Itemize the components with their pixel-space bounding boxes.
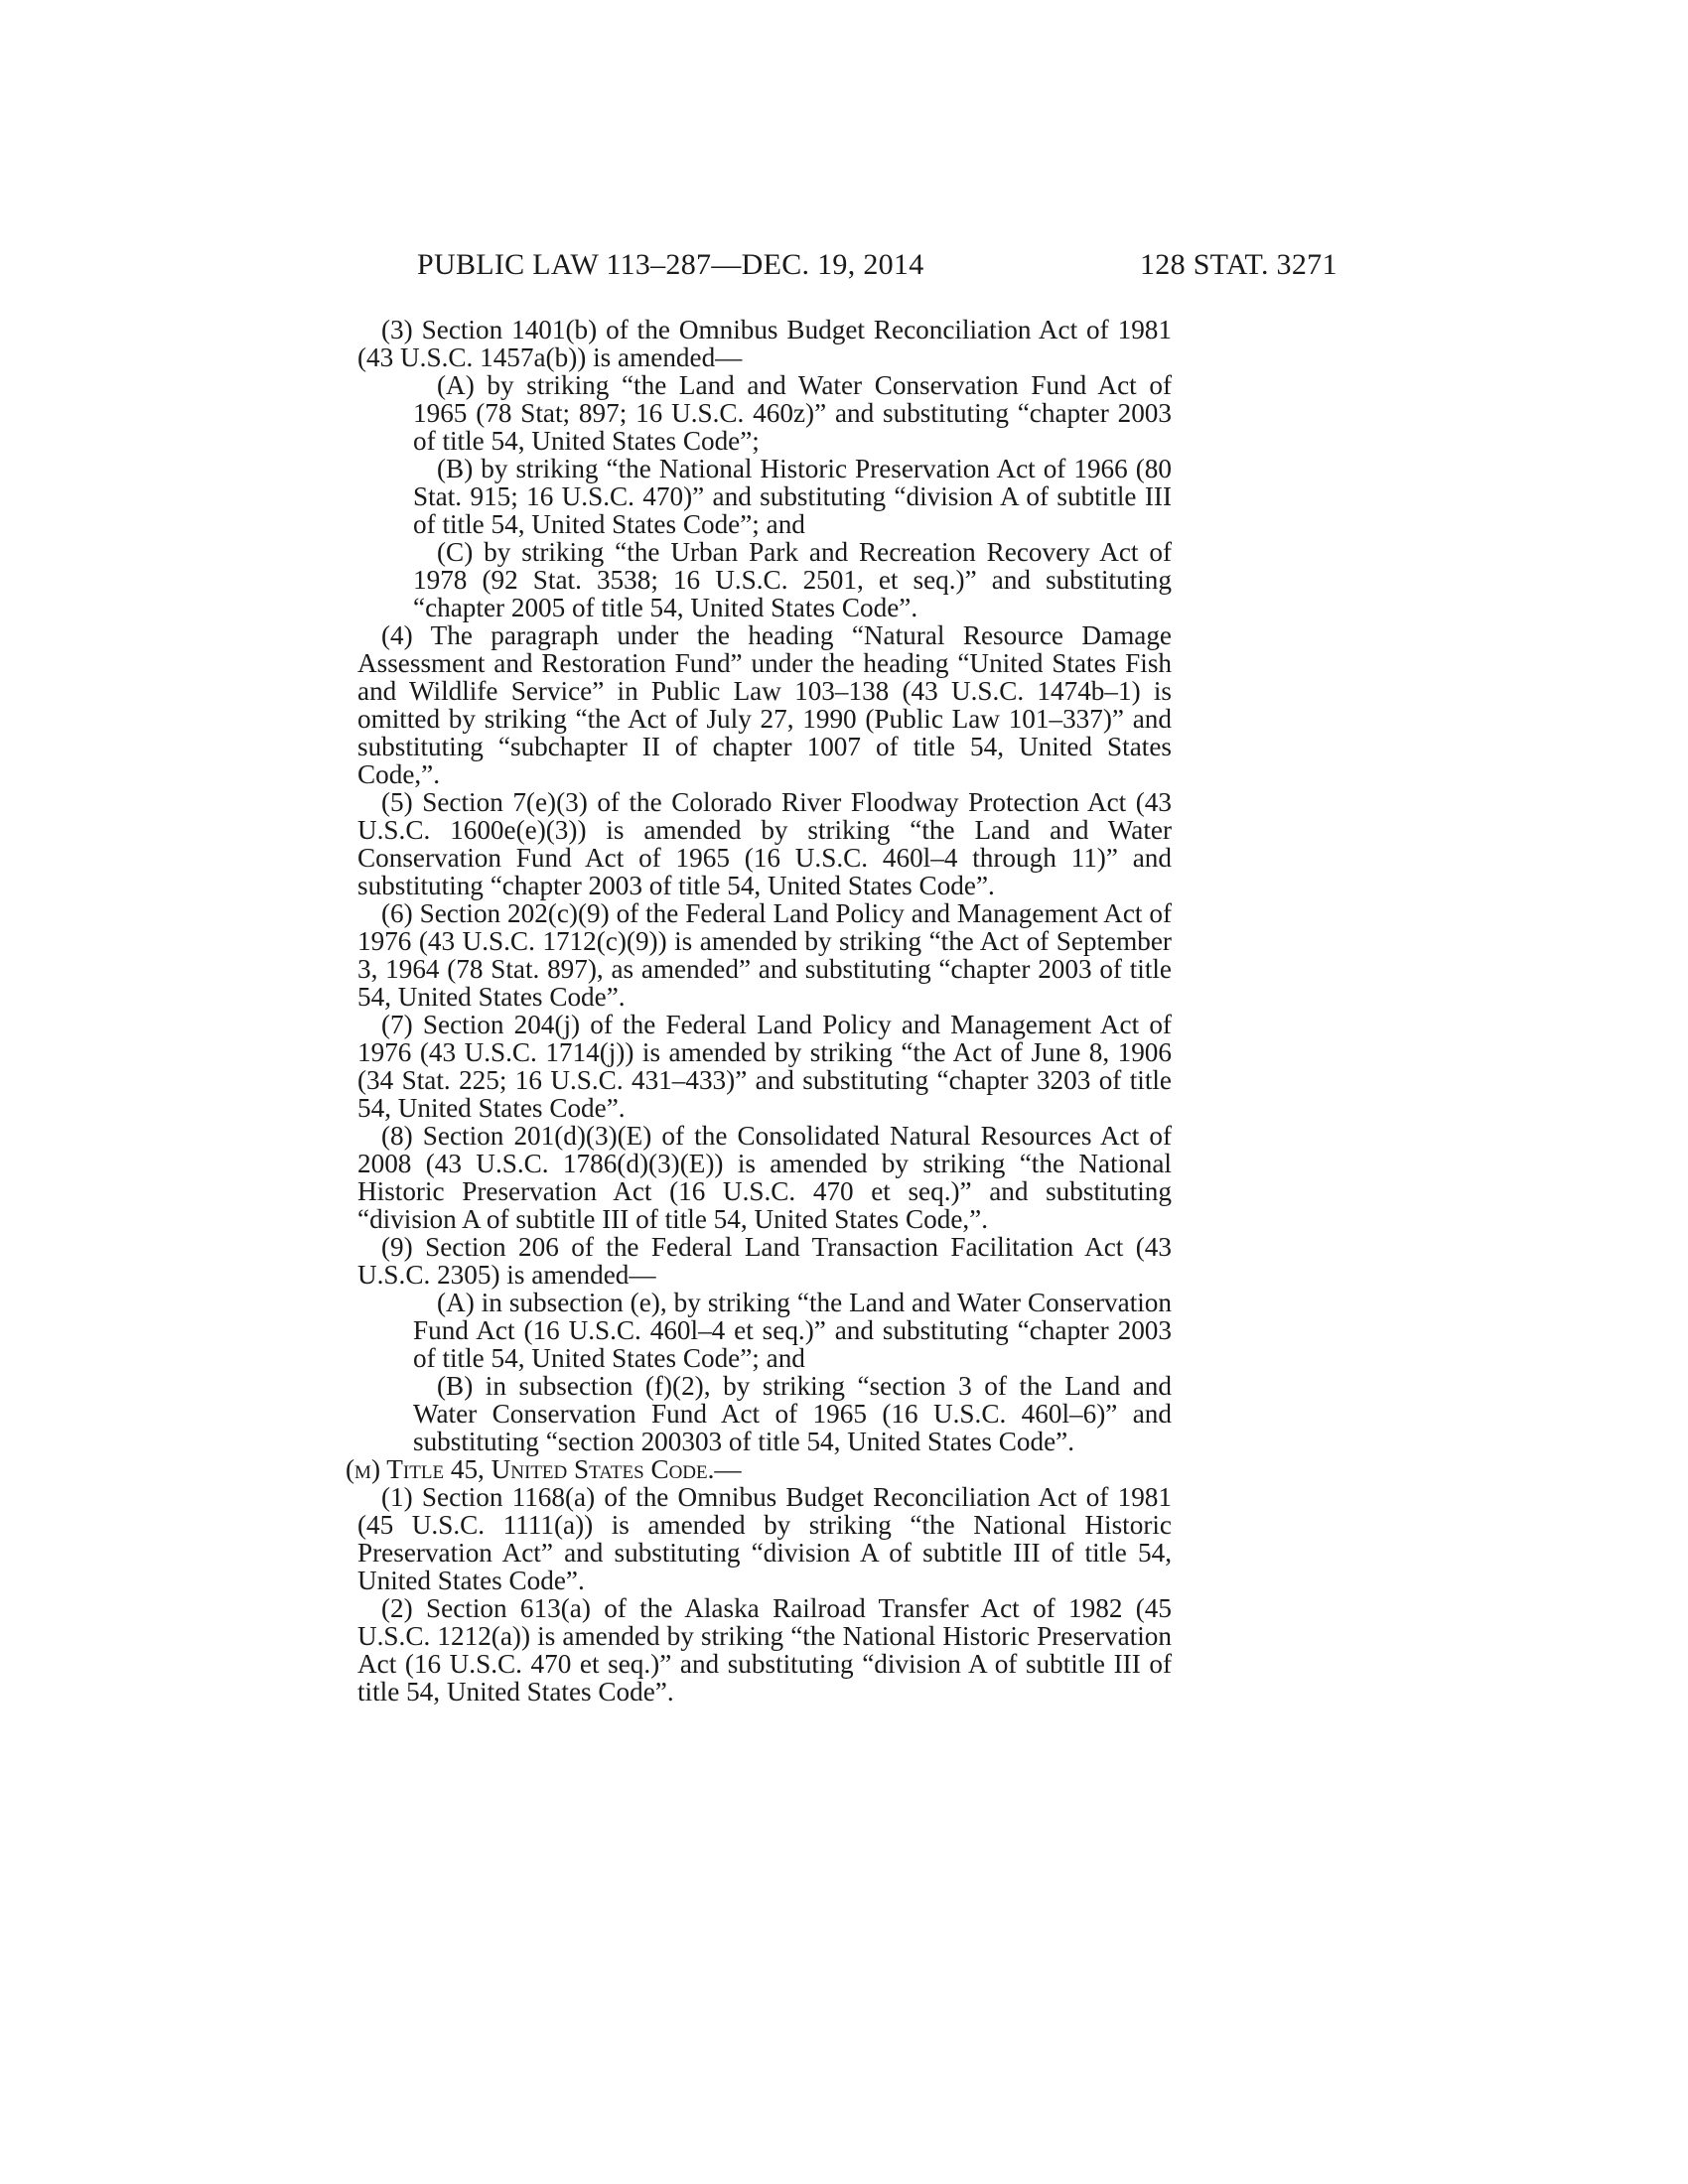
paragraph-6: (6) Section 202(c)(9) of the Federal Land Policy and Management Act of 1976 (43 U.S.C. 1712(c)(9)) is amended by striking “the Act of September 3, 1964 (78 Stat. 897), as amended” and substituting “chapter 2003 of title 54, United States Code”. (357, 898, 1172, 1012)
statute-page-number: 128 STAT. 3271 (1140, 248, 1337, 281)
subparagraph-9a: (A) in subsection (e), by striking “the Land and Water Conservation Fund Act (16 U.S.C. 460l–4 et seq.)” and substituting “chapter 2003 of title 54, United States Code”; and (413, 1288, 1172, 1373)
subparagraph-3a: (A) by striking “the Land and Water Conservation Fund Act of 1965 (78 Stat; 897; 16 U.S.C. 460z)” and substituting “chapter 2003 of title 54, United States Code”; (413, 370, 1172, 456)
paragraph-3: (3) Section 1401(b) of the Omnibus Budget Reconciliation Act of 1981 (43 U.S.C. 1457a(b)) is amended— (357, 315, 1172, 372)
public-law-citation: PUBLIC LAW 113–287—DEC. 19, 2014 (417, 248, 924, 281)
page-header (0, 248, 1688, 288)
paragraph-7: (7) Section 204(j) of the Federal Land Policy and Management Act of 1976 (43 U.S.C. 1714(j)) is amended by striking “the Act of June 8, 1906 (34 Stat. 225; 16 U.S.C. 431–433)” and substituting “chapter 3203 of title 54, United States Code”. (357, 1010, 1172, 1123)
paragraph-m2: (2) Section 613(a) of the Alaska Railroad Transfer Act of 1982 (45 U.S.C. 1212(a)) is amended by striking “the National Historic Preservation Act (16 U.S.C. 470 et seq.)” and substituting “division A of subtitle III of title 54, United States Code”. (357, 1593, 1172, 1706)
subsection-m-heading: (m) Title 45, United States Code.— (346, 1454, 742, 1484)
paragraph-9: (9) Section 206 of the Federal Land Transaction Facilitation Act (43 U.S.C. 2305) is amended— (357, 1232, 1172, 1290)
subparagraph-3c: (C) by striking “the Urban Park and Recreation Recovery Act of 1978 (92 Stat. 3538; 16 U.S.C. 2501, et seq.)” and substituting “chapter 2005 of title 54, United States Code”. (413, 537, 1172, 622)
paragraph-4: (4) The paragraph under the heading “Natural Resource Damage Assessment and Restoration Fund” under the heading “United States Fish and Wildlife Service” in Public Law 103–138 (43 U.S.C. 1474b–1) is omitted by striking “the Act of July 27, 1990 (Public Law 101–337)” and substituting “subchapter II of chapter 1007 of title 54, United States Code,”. (357, 620, 1172, 789)
paragraph-5: (5) Section 7(e)(3) of the Colorado River Floodway Protection Act (43 U.S.C. 1600e(e)(3)) is amended by striking “the Land and Water Conservation Fund Act of 1965 (16 U.S.C. 460l–4 through 11)” and substituting “chapter 2003 of title 54, United States Code”. (357, 787, 1172, 900)
subparagraph-3b: (B) by striking “the National Historic Preservation Act of 1966 (80 Stat. 915; 16 U.S.C. 470)” and substituting “division A of subtitle III of title 54, United States Code”; and (413, 454, 1172, 539)
subparagraph-9b: (B) in subsection (f)(2), by striking “section 3 of the Land and Water Conservation Fund Act of 1965 (16 U.S.C. 460l–6)” and substituting “section 200303 of title 54, United States Code”. (413, 1371, 1172, 1456)
document-body (346, 315, 1172, 1706)
paragraph-m1: (1) Section 1168(a) of the Omnibus Budget Reconciliation Act of 1981 (45 U.S.C. 1111(a)) is amended by striking “the National Historic Preservation Act” and substituting “division A of subtitle III of title 54, United States Code”. (357, 1482, 1172, 1595)
paragraph-8: (8) Section 201(d)(3)(E) of the Consolidated Natural Resources Act of 2008 (43 U.S.C. 1786(d)(3)(E)) is amended by striking “the National Historic Preservation Act (16 U.S.C. 470 et seq.)” and substituting “division A of subtitle III of title 54, United States Code,”. (357, 1121, 1172, 1234)
